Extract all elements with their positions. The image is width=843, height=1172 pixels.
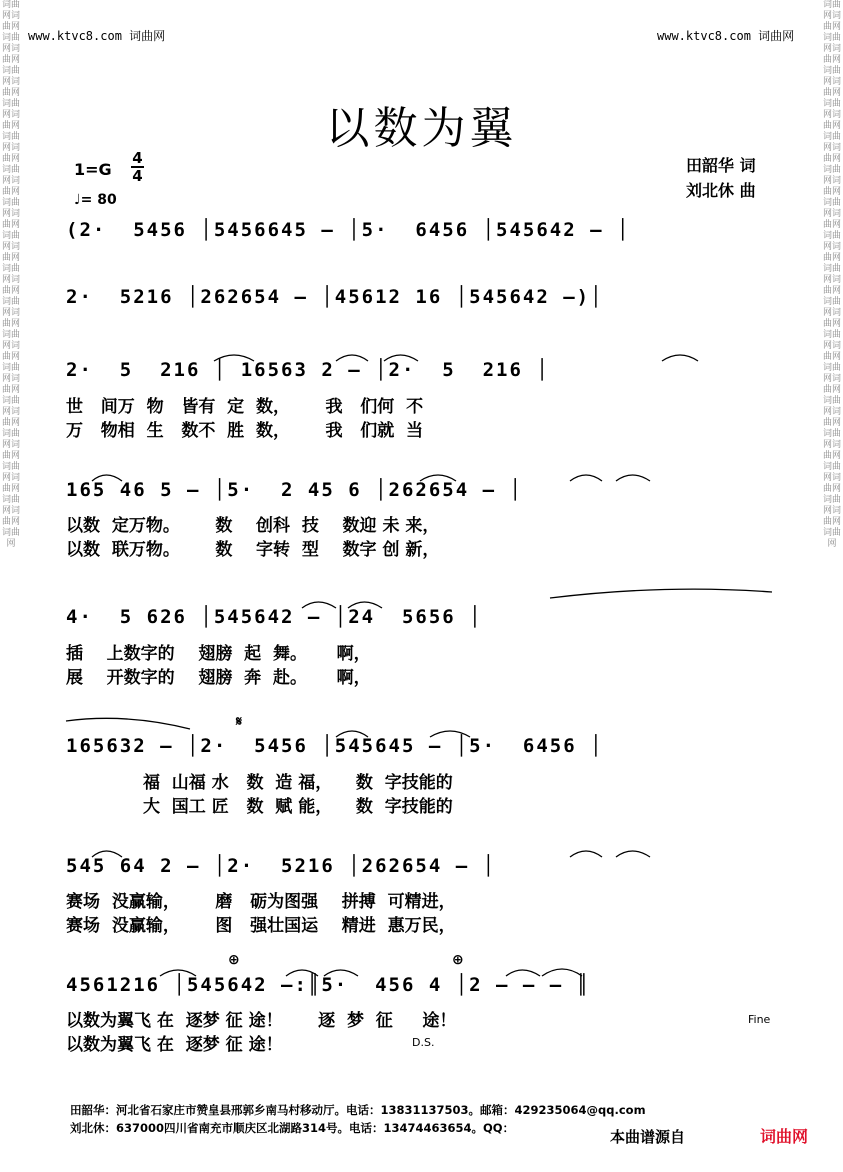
notes-row-6: 165632 – │2· 5456 │545645 – │5· 6456 │ xyxy=(66,735,604,757)
lyrics-row-7-line-1: 赛场 没赢输， 磨 砺为图强 拼搏 可精进， xyxy=(66,892,456,912)
lyrics-row-6-line-1: 福 山福 水 数 造 福， 数 字技能的 xyxy=(66,773,453,793)
fine-mark: Fine xyxy=(748,1013,771,1026)
key-signature: 1=G xyxy=(74,160,112,179)
notes-row-3: 2· 5 216 │ 16563 2 – │2· 5 216 │ xyxy=(66,359,550,381)
ds-mark: D.S. xyxy=(412,1036,435,1049)
score-row-3 xyxy=(66,359,784,395)
side-watermark-right: 词曲网词曲网词曲网词曲网词曲网词曲网词曲网词曲网词曲网词曲网词曲网词曲网词曲网词曲网词曲网词曲网词曲网词曲网词曲网词曲网词曲网词曲网词曲网词曲网词曲网词曲网词曲网词曲网词曲网词曲网词曲网词曲网词曲网 xyxy=(822,0,841,549)
score-row-7 xyxy=(66,855,784,891)
meter-top: 4 xyxy=(132,149,143,167)
slur-row-6 xyxy=(66,735,784,771)
meter-bottom: 4 xyxy=(132,167,143,185)
notes-row-5: 4· 5 626 │545642 – │24 5656 │ xyxy=(66,606,483,628)
score-row-5 xyxy=(66,606,784,642)
notes-row-4: 165 46 5 – │5· 2 45 6 │262654 – │ xyxy=(66,479,523,501)
lyrics-row-8-line-1: 以数为翼飞 在 逐梦 征 途！ 逐 梦 征 途！ xyxy=(66,1011,457,1031)
lyrics-row-3-line-1: 世 间万 物 皆有 定 数， 我 们何 不 xyxy=(66,397,424,417)
lyrics-row-6-line-2: 大 国工 匠 数 赋 能， 数 字技能的 xyxy=(66,797,453,817)
lyrics-row-5-line-1: 插 上数字的 翅膀 起 舞。 啊， xyxy=(66,644,371,664)
score-row-8 xyxy=(66,974,784,1010)
score-row-2 xyxy=(66,286,784,322)
slur-row-3 xyxy=(66,359,784,395)
site-label-left[interactable]: www.ktvc8.com 词曲网 xyxy=(28,29,166,43)
composer-credit: 刘北休 曲 xyxy=(686,181,756,200)
score-row-1 xyxy=(66,219,784,255)
coda-mark-2: ⊕ xyxy=(452,952,464,968)
slur-row-8 xyxy=(66,974,784,1010)
slur-row-5 xyxy=(66,606,784,642)
lyrics-row-5-line-2: 展 开数字的 翅膀 奔 赴。 啊， xyxy=(66,668,371,688)
coda-mark-1: ⊕ xyxy=(228,952,240,968)
lyricist-credit: 田韶华 词 xyxy=(686,156,756,175)
slur-row-7 xyxy=(66,855,784,891)
side-watermark-left: 词曲网词曲网词曲网词曲网词曲网词曲网词曲网词曲网词曲网词曲网词曲网词曲网词曲网词曲网词曲网词曲网词曲网词曲网词曲网词曲网词曲网词曲网词曲网词曲网词曲网词曲网词曲网词曲网词曲网词曲网词曲网词曲网词曲网 xyxy=(1,0,20,549)
lyrics-row-4-line-2: 以数 联万物。 数 字转 型 数字 创 新， xyxy=(66,540,440,560)
notes-row-7: 545 64 2 – │2· 5216 │262654 – │ xyxy=(66,855,497,877)
score-row-4 xyxy=(66,479,784,515)
source-label: 本曲谱源自 xyxy=(610,1128,686,1146)
site-label-right[interactable]: www.ktvc8.com 词曲网 xyxy=(657,29,795,43)
lyrics-row-3-line-2: 万 物相 生 数不 胜 数， 我 们就 当 xyxy=(66,421,424,441)
song-title: 以数为翼 xyxy=(325,103,518,154)
notes-row-8: 4561216 │545642 –:║5· 456 4 │2 – – – ║ xyxy=(66,974,591,996)
footer-lyricist-contact: 田韶华：河北省石家庄市赞皇县邢郭乡南马村移动厅。电话：13831137503。邮箱：429235064@qq.com xyxy=(70,1103,646,1117)
lyrics-row-8-line-2: 以数为翼飞 在 逐梦 征 途！ xyxy=(66,1035,283,1055)
lyrics-row-7-line-2: 赛场 没赢输， 图 强壮国运 精进 惠万民， xyxy=(66,916,456,936)
notes-row-1: (2· 5456 │5456645 – │5· 6456 │545642 – │ xyxy=(66,219,631,241)
score-row-6 xyxy=(66,735,784,771)
footer-composer-contact: 刘北休：637000四川省南充市顺庆区北湖路314号。电话：13474463654。QQ： xyxy=(70,1121,515,1135)
site-logo[interactable]: 词曲网 xyxy=(760,1127,809,1146)
tempo-mark: ♩= 80 xyxy=(74,192,117,208)
time-signature xyxy=(131,150,144,184)
lyrics-row-4-line-1: 以数 定万物。 数 创科 技 数迎 未 来， xyxy=(66,516,440,536)
notes-row-2: 2· 5216 │262654 – │45612 16 │545642 –)│ xyxy=(66,286,604,308)
segno-mark: 𝄋 xyxy=(236,714,243,730)
slur-row-4 xyxy=(66,479,784,515)
